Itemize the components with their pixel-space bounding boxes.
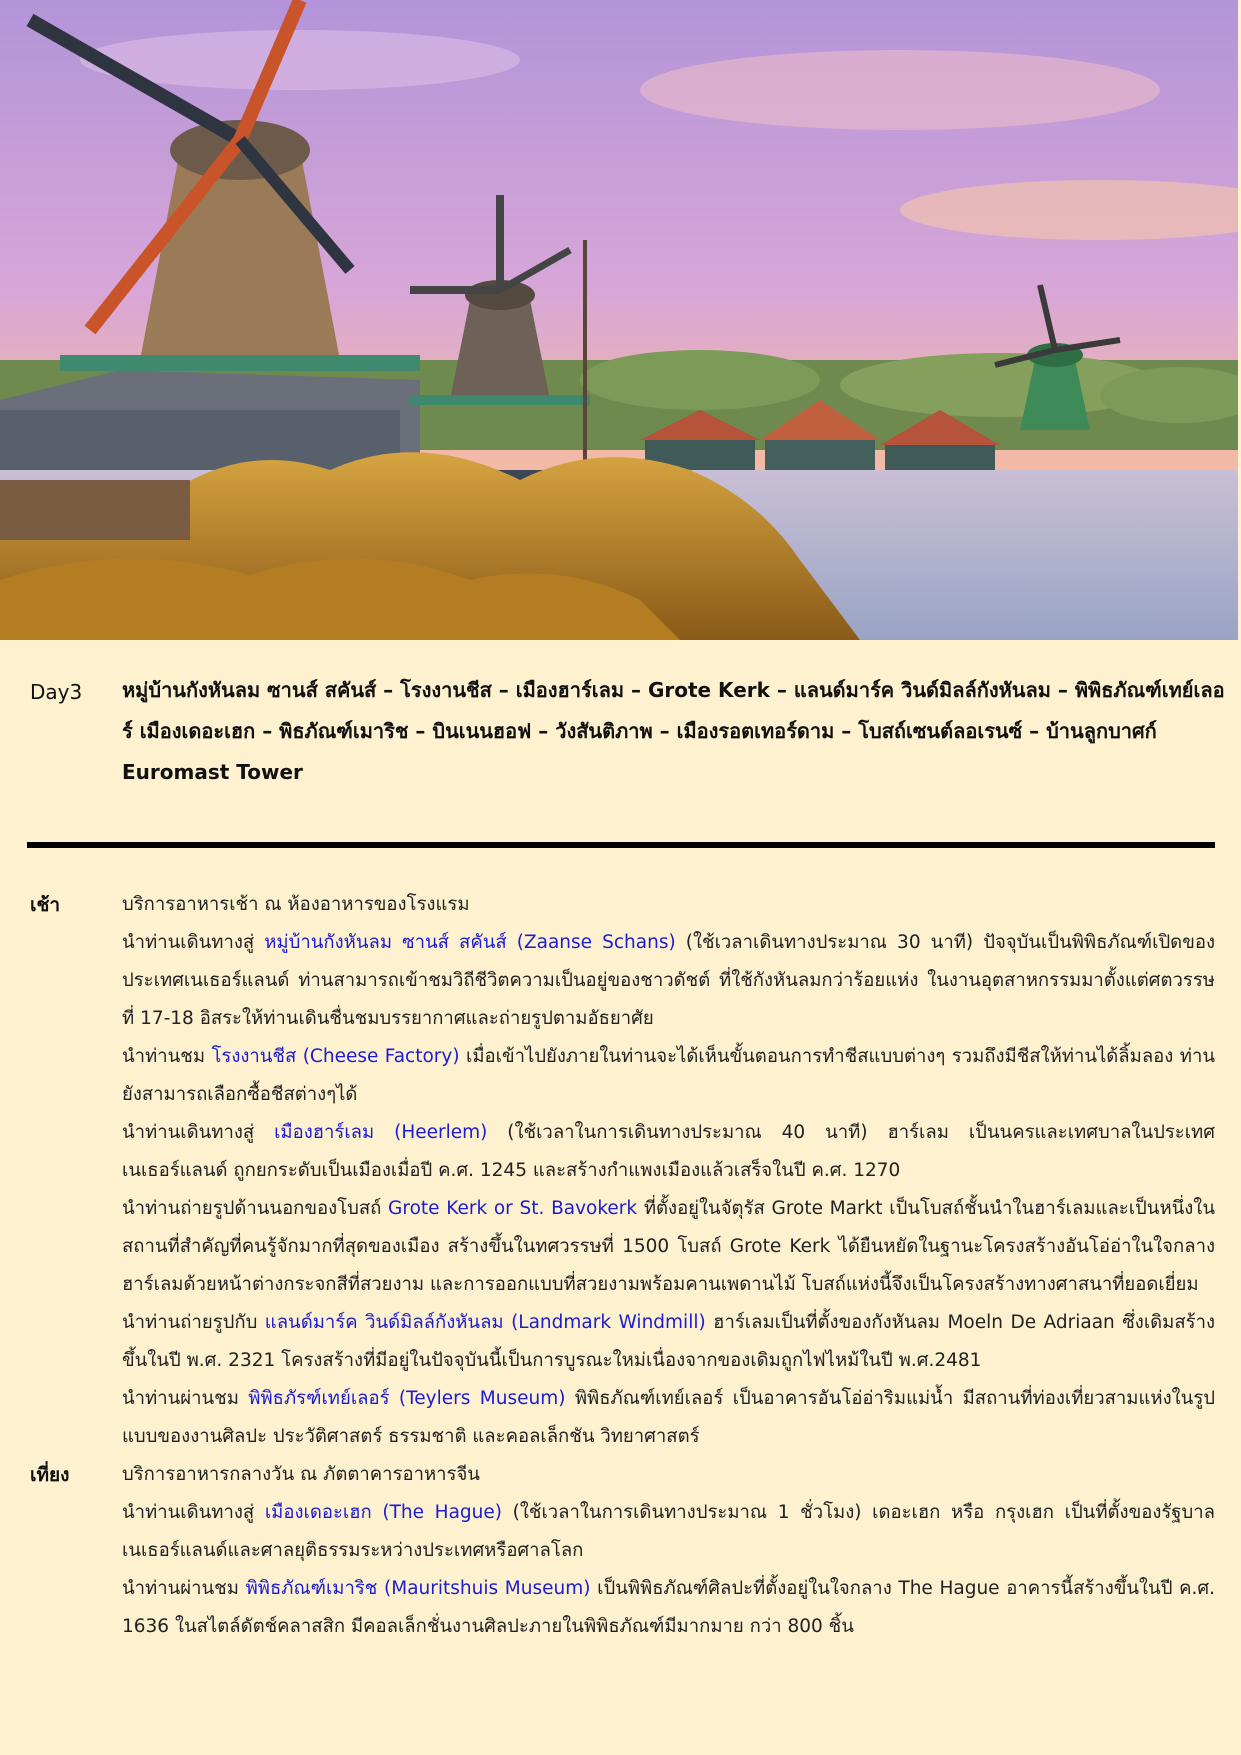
section-divider [27,842,1215,848]
mauritshuis-highlight: พิพิธภัณฑ์เมาริช (Mauritshuis Museum) [245,1578,591,1599]
day-label: Day3 [30,680,83,704]
noon-label: เที่ยง [30,1464,70,1486]
landmark-windmill-paragraph: นำท่านถ่ายรูปกับ แลนด์มาร์ค วินด์มิลล์กังหันลม (Landmark Windmill) ฮาร์เลมเป็นที่ตั้งของกังหันลม Moeln De Adriaan ซึ่งเดิมสร้างขึ้นในปี พ.ศ. 2321 โครงสร้างที่มีอยู่ในปัจจุบันนี้เป็นการบูรณะใหม่เนื่องจากของเดิมถูกไฟไหม้ในปี พ.ศ.2481 [122,1312,1215,1371]
cheese-factory-paragraph: นำท่านชม โรงงานชีส (Cheese Factory) เมื่อเข้าไปยังภายในท่านจะได้เห็นขั้นตอนการทำชีสแบบต่างๆ รวมถึงมีชีสให้ท่านได้ลิ้มลอง ท่านยังสามารถเลือกซื้อชีสต่างๆได้ [122,1046,1215,1105]
lunch-text: บริการอาหารกลางวัน ณ ภัตตาคารอาหารจีน [122,1464,480,1485]
haarlem-highlight: เมืองฮาร์เลม (Heerlem) [274,1122,488,1143]
hero-image [0,0,1238,640]
mauritshuis-paragraph: นำท่านผ่านชม พิพิธภัณฑ์เมาริช (Mauritshuis Museum) เป็นพิพิธภัณฑ์ศิลปะที่ตั้งอยู่ในใจกลาง The Hague อาคารนี้สร้างขึ้นในปี ค.ศ. 1636 ในสไตล์ดัตช์คลาสสิก มีคอลเล็กชั่นงานศิลปะภายในพิพิธภัณฑ์มีมากมาย กว่า 800 ชิ้น [122,1578,1215,1637]
day-title: หมู่บ้านกังหันลม ซานส์ สคันส์ – โรงงานชีส – เมืองฮาร์เลม – Grote Kerk – แลนด์มาร์ค วินด์มิลล์กังหันลม – พิพิธภัณฑ์เทย์เลอร์ เมืองเดอะเฮก – พิธภัณฑ์เมาริช – บินเนนฮอฟ – วังสันติภาพ – เมืองรอตเทอร์ดาม – โบสถ์เซนต์ลอเรนซ์ – บ้านลูกบาศก์ Euromast Tower [122,678,1225,784]
teylers-museum-highlight: พิพิธภัรฑ์เทย์เลอร์ (Teylers Museum) [248,1388,566,1409]
breakfast-text: บริการอาหารเช้า ณ ห้องอาหารของโรงแรม [122,894,470,915]
itinerary-content [30,886,1215,1646]
zaanse-schans-paragraph: นำท่านเดินทางสู่ หมู่บ้านกังหันลม ซานส์ สคันส์ (Zaanse Schans) (ใช้เวลาเดินทางประมาณ 30 นาที) ปัจจุบันเป็นพิพิธภัณฑ์เปิดของประเทศเนเธอร์แลนด์ ท่านสามารถเข้าชมวิถีชีวิตความเป็นอยู่ของชาวดัชต์ ที่ใช้กังหันลมกว่าร้อยแห่ง ในงานอุตสาหกรรมมาตั้งแต่ศตวรรษที่ 17-18 อิสระให้ท่านเดินชื่นชมบรรยากาศและถ่ายรูปตามอัธยาศัย [122,932,1215,1029]
morning-section [30,886,1215,1456]
the-hague-highlight: เมืองเดอะเฮก (The Hague) [264,1502,502,1523]
zaanse-schans-highlight: หมู่บ้านกังหันลม ซานส์ สคันส์ (Zaanse Schans) [264,932,676,953]
grote-kerk-paragraph: นำท่านถ่ายรูปด้านนอกของโบสถ์ Grote Kerk or St. Bavokerk ที่ตั้งอยู่ในจัตุรัส Grote Markt เป็นโบสถ์ชั้นนำในฮาร์เลมและเป็นหนึ่งในสถานที่สำคัญที่คนรู้จักมากที่สุดของเมือง สร้างขึ้นในทศวรรษที่ 1500 โบสถ์ Grote Kerk ได้ยืนหยัดในฐานะโครงสร้างอันโอ่อ่าในใจกลางฮาร์เลมด้วยหน้าต่างกระจกสีที่สวยงาม และการออกแบบที่สวยงามพร้อมคานเพดานไม้ โบสถ์แห่งนี้จึงเป็นโครงสร้างทางศาสนาที่ยอดเยี่ยม [122,1198,1215,1295]
landmark-windmill-highlight: แลนด์มาร์ค วินด์มิลล์กังหันลม (Landmark Windmill) [264,1312,706,1333]
noon-section [30,1456,1215,1646]
cheese-factory-highlight: โรงงานชีส (Cheese Factory) [211,1046,460,1067]
haarlem-paragraph: นำท่านเดินทางสู่ เมืองฮาร์เลม (Heerlem) (ใช้เวลาในการเดินทางประมาณ 40 นาที) ฮาร์เลม เป็นนครและเทศบาลในประเทศเนเธอร์แลนด์ ถูกยกระดับเป็นเมืองเมื่อปี ค.ศ. 1245 และสร้างกำแพงเมืองแล้วเสร็จในปี ค.ศ. 1270 [122,1122,1215,1181]
windmill-illustration [0,0,1238,640]
the-hague-paragraph: นำท่านเดินทางสู่ เมืองเดอะเฮก (The Hague) (ใช้เวลาในการเดินทางประมาณ 1 ชั่วโมง) เดอะเฮก หรือ กรุงเฮก เป็นที่ตั้งของรัฐบาลเนเธอร์แลนด์และศาลยุติธรรมระหว่างประเทศหรือศาลโลก [122,1502,1215,1561]
teylers-museum-paragraph: นำท่านผ่านชม พิพิธภัรฑ์เทย์เลอร์ (Teylers Museum) พิพิธภัณฑ์เทย์เลอร์ เป็นอาคารอันโอ่อ่าริมแม่น้ำ มีสถานที่ท่องเที่ยวสามแห่งในรูปแบบของงานศิลปะ ประวัติศาสตร์ ธรรมชาติ และคอลเล็กชัน วิทยาศาสตร์ [122,1388,1215,1447]
morning-label: เช้า [30,894,61,916]
grote-kerk-highlight: Grote Kerk or St. Bavokerk [388,1198,638,1219]
